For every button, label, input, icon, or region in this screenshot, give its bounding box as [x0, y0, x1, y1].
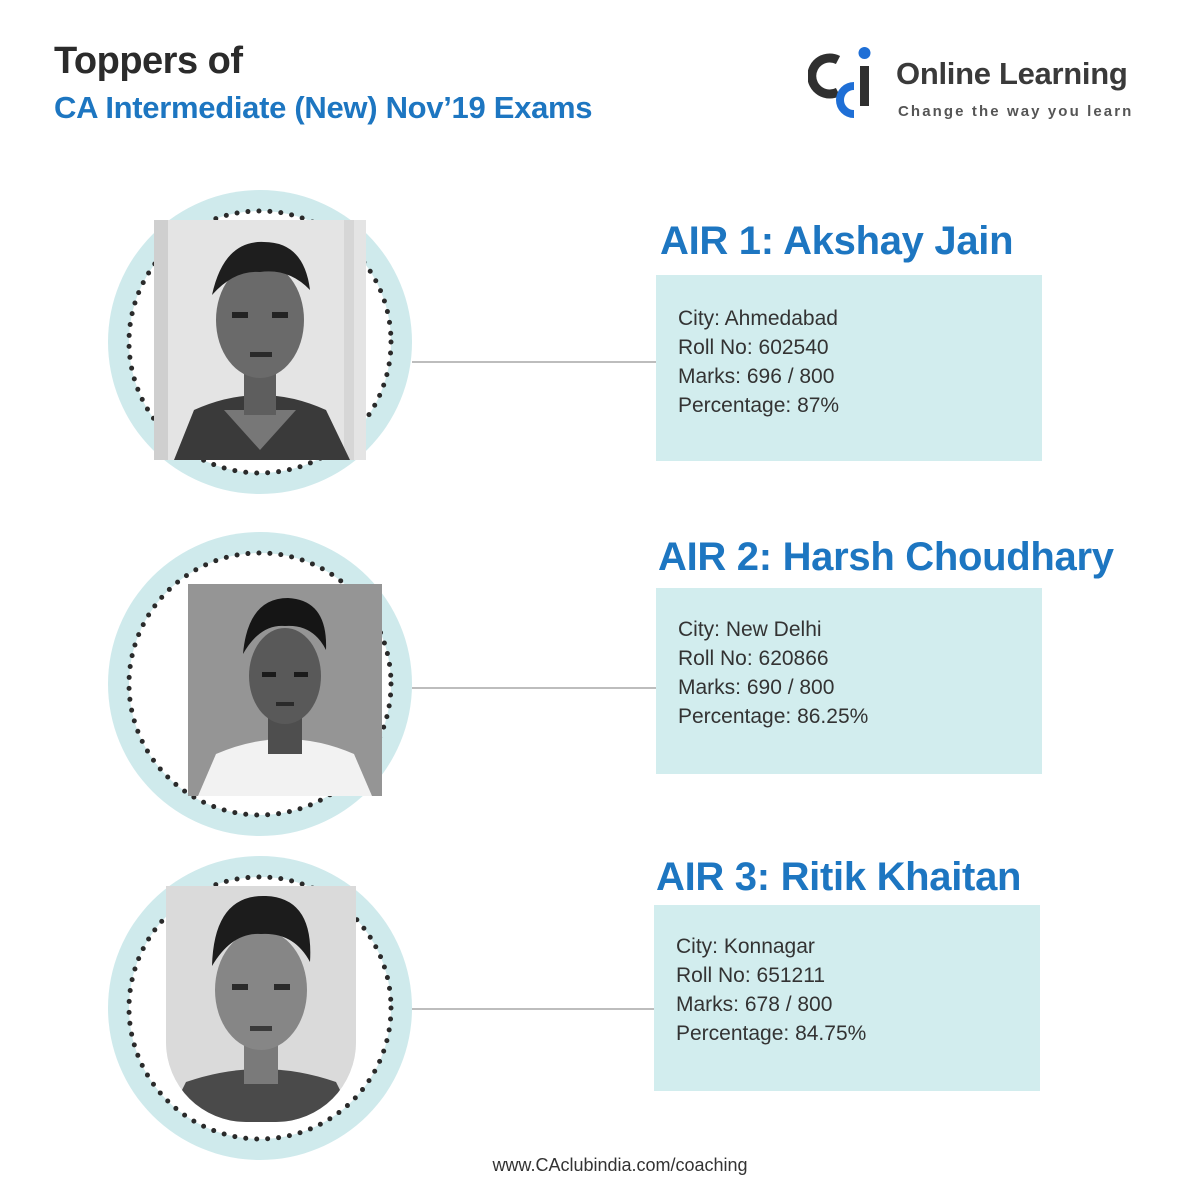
city-text: City: New Delhi [678, 618, 822, 641]
student-photo [188, 584, 382, 796]
topper-name: AIR 3: Ritik Khaitan [656, 855, 1022, 899]
page-title: Toppers of [54, 40, 243, 82]
footer-url-link[interactable]: www.CAclubindia.com/coaching [492, 1155, 748, 1175]
marks-text: Marks: 696 / 800 [678, 365, 835, 388]
photo-ring [108, 190, 412, 494]
city-text: City: Konnagar [676, 935, 815, 958]
logo-tagline: Change the way you learn [898, 103, 1134, 120]
topper-name: AIR 1: Akshay Jain [660, 219, 1014, 263]
roll-number-text: Roll No: 620866 [678, 647, 829, 670]
topper-info-box [656, 275, 1042, 461]
percentage-text: Percentage: 84.75% [676, 1022, 867, 1045]
photo-ring [108, 532, 412, 836]
logo-name: Online Learning [896, 56, 1128, 91]
city-text: City: Ahmedabad [678, 307, 838, 330]
percentage-text: Percentage: 86.25% [678, 705, 869, 728]
photo-ring [108, 856, 412, 1160]
brand-logo[interactable] [808, 40, 1168, 130]
connector-line [412, 1008, 658, 1010]
page-subtitle: CA Intermediate (New) Nov’19 Exams [54, 90, 593, 125]
student-photo [166, 886, 356, 1122]
topper-info-box [654, 905, 1040, 1091]
topper-info-box [656, 588, 1042, 774]
marks-text: Marks: 678 / 800 [676, 993, 833, 1016]
marks-text: Marks: 690 / 800 [678, 676, 835, 699]
roll-number-text: Roll No: 602540 [678, 336, 829, 359]
connector-line [412, 361, 658, 363]
percentage-text: Percentage: 87% [678, 394, 840, 417]
connector-line [412, 687, 658, 689]
student-photo [154, 220, 366, 460]
cci-logo-icon [808, 40, 880, 126]
roll-number-text: Roll No: 651211 [676, 964, 826, 987]
topper-name: AIR 2: Harsh Choudhary [658, 535, 1114, 579]
